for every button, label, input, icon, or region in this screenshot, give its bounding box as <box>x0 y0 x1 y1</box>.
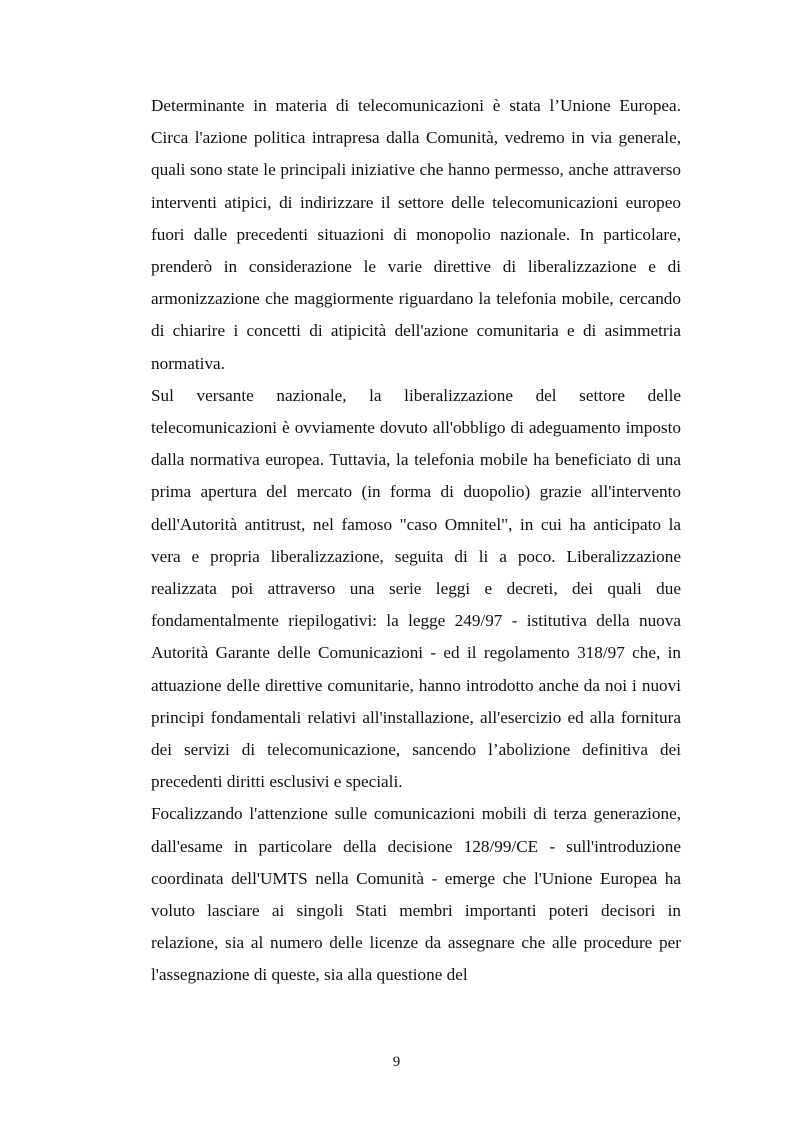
paragraph-third-generation: Focalizzando l'attenzione sulle comunicazioni mobili di terza generazione, dall'esame in particolare della decisione 128/99/CE - sull'introduzione coordinata dell'UMTS nella Comunità - emerge che l'Unione Europea ha voluto lasciare ai singoli Stati membri importanti poteri decisori in relazione, sia al numero delle licenze da assegnare che alle procedure per l'assegnazione di queste, sia alla questione del <box>151 804 681 985</box>
page-number: 9 <box>392 1054 401 1070</box>
body-text <box>151 90 681 992</box>
paragraph-national-liberalization: Sul versante nazionale, la liberalizzazione del settore delle telecomunicazioni è ovviamente dovuto all'obbligo di adeguamento imposto dalla normativa europea. Tuttavia, la telefonia mobile ha beneficiato di una prima apertura del mercato (in forma di duopolio) grazie all'intervento dell'Autorità antitrust, nel famoso "caso Omnitel", in cui ha anticipato la vera e propria liberalizzazione, seguita di li a poco. Liberalizzazione realizzata poi attraverso una serie leggi e decreti, dei quali due fondamentalmente riepilogativi: la legge 249/97 - istitutiva della nuova Autorità Garante delle Comunicazioni - ed il regolamento 318/97 che, in attuazione delle direttive comunitarie, hanno introdotto anche da noi i nuovi principi fondamentali relativi all'installazione, all'esercizio ed alla fornitura dei servizi di telecomunicazione, sancendo l’abolizione definitiva dei precedenti diritti esclusivi e speciali. <box>151 385 681 792</box>
paragraph-eu-role: Determinante in materia di telecomunicazioni è stata l’Unione Europea. Circa l'azione politica intrapresa dalla Comunità, vedremo in via generale, quali sono state le principali iniziative che hanno permesso, anche attraverso interventi atipici, di indirizzare il settore delle telecomunicazioni europeo fuori dalle precedenti situazioni di monopolio nazionale. In particolare, prenderò in considerazione le varie direttive di liberalizzazione e di armonizzazione che maggiormente riguardano la telefonia mobile, cercando di chiarire i concetti di atipicità dell'azione comunitaria e di asimmetria normativa. <box>151 96 681 373</box>
